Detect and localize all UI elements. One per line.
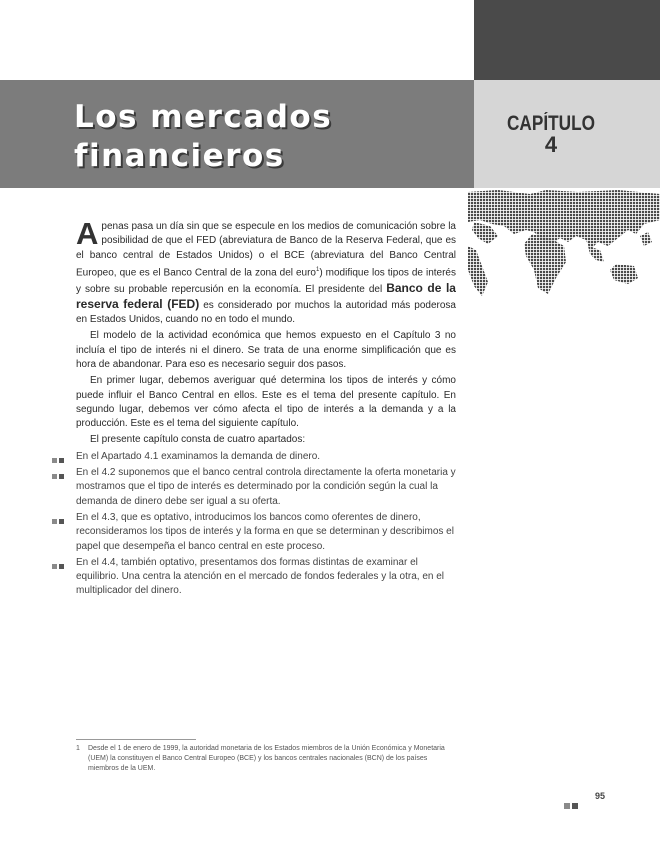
world-map-icon: [468, 190, 660, 308]
footnote-text: Desde el 1 de enero de 1999, la autoridad monetaria de los Estados miembros de la Unión Económica y Monetaria (UEM) la constituyen el Banco Central Europeo (BCE) y los bancos centrales nacionales (BCN) de los países miembros de la UEM.: [88, 745, 445, 772]
footnote-number: 1: [76, 745, 80, 752]
footnote: [76, 744, 456, 774]
bullet-square-icon: [52, 454, 66, 460]
key-term: Banco de la reserva federal (FED): [76, 280, 456, 311]
list-item-text: En el Apartado 4.1 examinamos la demanda de dinero.: [76, 450, 321, 462]
page-marker-icon: [564, 794, 580, 801]
bullet-square-icon: [52, 560, 66, 566]
list-item-text: En el 4.2 suponemos que el banco central controla directamente la oferta monetaria y mostramos que el tipo de interés es determinado por la condición según la cual la demanda de dinero debe ser igual a su oferta.: [76, 467, 456, 507]
list-item: [52, 466, 456, 509]
drop-cap: A: [76, 216, 99, 251]
footnote-ref: 1: [316, 266, 320, 273]
chapter-title-line2: financieros: [74, 138, 285, 174]
intro-p1-part-a: penas pasa un día sin que se especule en los medios de comunicación sobre la posibilidad de que el FED (abreviatura de Banco de la Reserva Federal, que es el banco central de Estados Unidos) o el BCE (abreviatura del Banco Central Europeo, que es el Banco Central de la zona del euro: [76, 221, 456, 279]
list-item: [52, 556, 456, 599]
intro-p1-part-b: ) modifique los tipos de interés y sobre su probable repercusión en la economía. El presidente del: [76, 267, 456, 295]
intro-paragraph-2: El modelo de la actividad económica que hemos expuesto en el Capítulo 3 no incluía el tipo de interés ni el dinero. Se trata de una enorme simplificación que es hora de abandonar. Para eso es necesario seguir dos pasos.: [76, 330, 456, 370]
intro-paragraph-4: El presente capítulo consta de cuatro apartados:: [90, 434, 306, 446]
chapter-label: CAPÍTULO: [506, 112, 595, 135]
bullet-square-icon: [52, 515, 66, 521]
header-dark-block: [474, 0, 660, 80]
footnote-rule: [76, 739, 196, 740]
chapter-title-line1: Los mercados: [74, 99, 333, 135]
intro-p1-part-c: es considerado por muchos la autoridad más poderosa en Estados Unidos, cuando no en todo el mundo.: [76, 299, 456, 326]
list-item: [52, 511, 456, 554]
list-item-text: En el 4.4, también optativo, presentamos dos formas distintas de examinar el equilibrio. Una centra la atención en el mercado de fondos federales y la otra, en el multiplicador del dinero.: [76, 556, 445, 597]
page-number: 95: [595, 791, 606, 801]
chapter-number: 4: [544, 132, 558, 157]
list-item: [52, 450, 456, 464]
list-item-text: En el 4.3, que es optativo, introducimos los bancos como oferentes de dinero, reconsideramos los tipos de interés y la forma en que se determinan y describimos el papel que desempeña el banco central en este proceso.: [76, 511, 454, 552]
intro-paragraph-3: En primer lugar, debemos averiguar qué determina los tipos de interés y cómo puede influir el Banco Central en ellos. Este es el tema del presente capítulo. En segundo lugar, debemos ver cómo afecta el tipo de interés a la demanda y a la producción. Este es el tema del siguiente capítulo.: [76, 375, 456, 430]
intro-paragraph-1: [76, 216, 456, 327]
chapter-intro: [76, 216, 456, 601]
chapter-title: [74, 98, 332, 176]
section-list: [76, 450, 456, 599]
bullet-square-icon: [52, 470, 66, 476]
